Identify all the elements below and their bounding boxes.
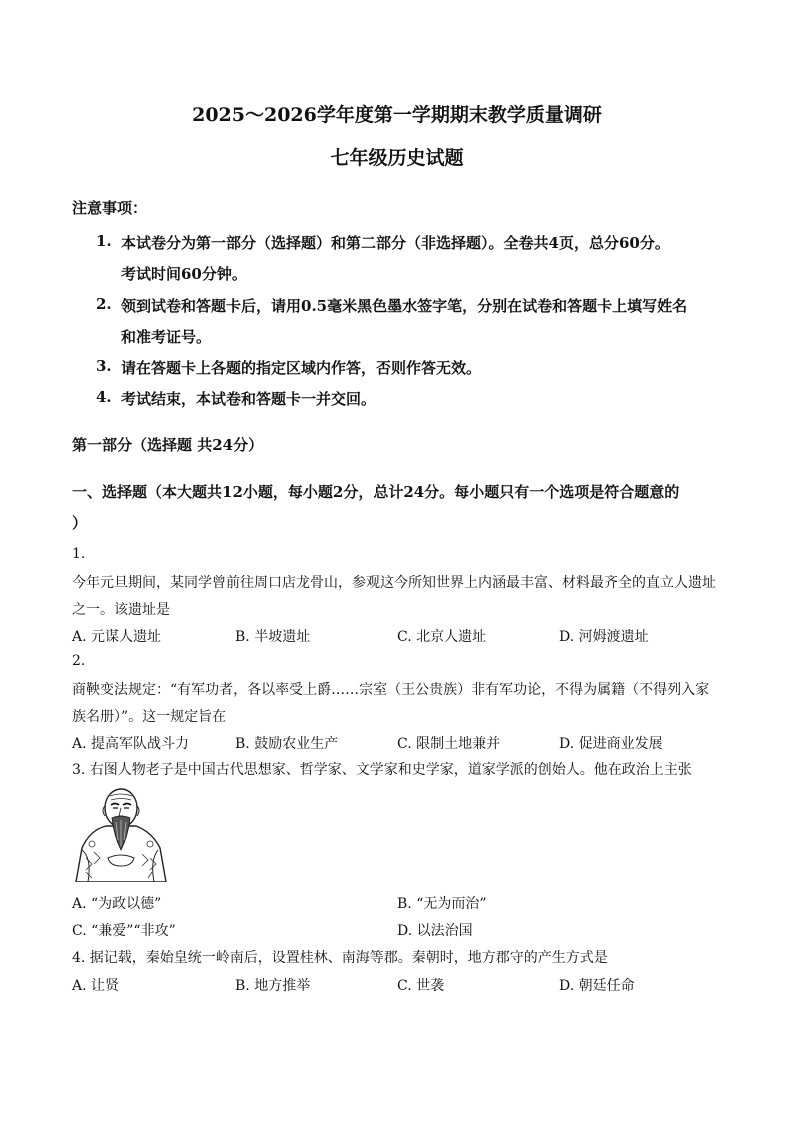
option-b[interactable]: B. 半坡遗址 — [235, 629, 311, 645]
notice-item-num: 1. — [96, 232, 112, 250]
option-a[interactable]: A. 元谋人遗址 — [72, 629, 162, 645]
question-stem-cont: 之一。该遗址是 — [72, 602, 170, 618]
option-c[interactable]: C. 世袭 — [397, 978, 445, 994]
question-number: 1. — [72, 546, 86, 562]
notice-item-text: 领到试卷和答题卡后，请用0.5毫米黑色墨水签字笔，分别在试卷和答题卡上填写姓名 — [121, 297, 688, 315]
option-b[interactable]: B. 鼓励农业生产 — [235, 736, 339, 752]
notice-item-num: 4. — [96, 388, 112, 406]
exam-title: 2025～2026学年度第一学期期末教学质量调研 — [192, 104, 602, 126]
notice-item-text: 请在答题卡上各题的指定区域内作答，否则作答无效。 — [121, 359, 482, 377]
option-d[interactable]: D. 促进商业发展 — [559, 736, 663, 752]
option-b[interactable]: B. “无为而治” — [397, 896, 487, 912]
section-heading: 一、选择题（本大题共12小题，每小题2分，总计24分。每小题只有一个选项是符合题意的 — [72, 483, 680, 501]
notice-item-num: 3. — [96, 357, 112, 375]
notice-heading: 注意事项： — [72, 199, 148, 217]
laozi-portrait — [72, 778, 170, 882]
question-stem-cont: 族名册）”。这一规定旨在 — [72, 709, 227, 725]
option-c[interactable]: C. 限制土地兼并 — [397, 736, 501, 752]
option-d[interactable]: D. 朝廷任命 — [559, 978, 635, 994]
question-stem: 今年元旦期间，某同学曾前往周口店龙骨山，参观这今所知世界上内涵最丰富、材料最齐全的直立人遗址 — [72, 575, 716, 591]
option-a[interactable]: A. “为政以德” — [72, 896, 162, 912]
question-stem: 4. 据记载，秦始皇统一岭南后，设置桂林、南海等郡。秦朝时，地方郡守的产生方式是 — [72, 950, 608, 966]
question-number: 2. — [72, 653, 86, 669]
option-c[interactable]: C. “兼爱”“非攻” — [72, 923, 176, 939]
option-a[interactable]: A. 提高军队战斗力 — [72, 736, 190, 752]
notice-item-text: 考试结束，本试卷和答题卡一并交回。 — [121, 390, 377, 408]
notice-item-text: 本试卷分为第一部分（选择题）和第二部分（非选择题）。全卷共4页，总分60分。 — [121, 234, 670, 252]
option-c[interactable]: C. 北京人遗址 — [397, 629, 487, 645]
section-heading-cont: ） — [72, 514, 88, 532]
option-d[interactable]: D. 河姆渡遗址 — [559, 629, 649, 645]
part1-heading: 第一部分（选择题 共24分） — [72, 436, 264, 454]
notice-item-text-cont: 考试时间60分钟。 — [121, 265, 247, 283]
notice-item-text-cont: 和准考证号。 — [121, 328, 212, 346]
exam-subtitle: 七年级历史试题 — [330, 147, 464, 169]
notice-item-num: 2. — [96, 295, 112, 313]
question-stem: 3. 右图人物老子是中国古代思想家、哲学家、文学家和史学家，道家学派的创始人。他在政治上主张 — [72, 762, 692, 778]
question-stem: 商鞅变法规定：“有军功者，各以率受上爵……宗室（王公贵族）非有军功论，不得为属籍（不得列入家 — [72, 682, 710, 698]
option-d[interactable]: D. 以法治国 — [397, 923, 473, 939]
option-a[interactable]: A. 让贤 — [72, 978, 120, 994]
option-b[interactable]: B. 地方推举 — [235, 978, 311, 994]
